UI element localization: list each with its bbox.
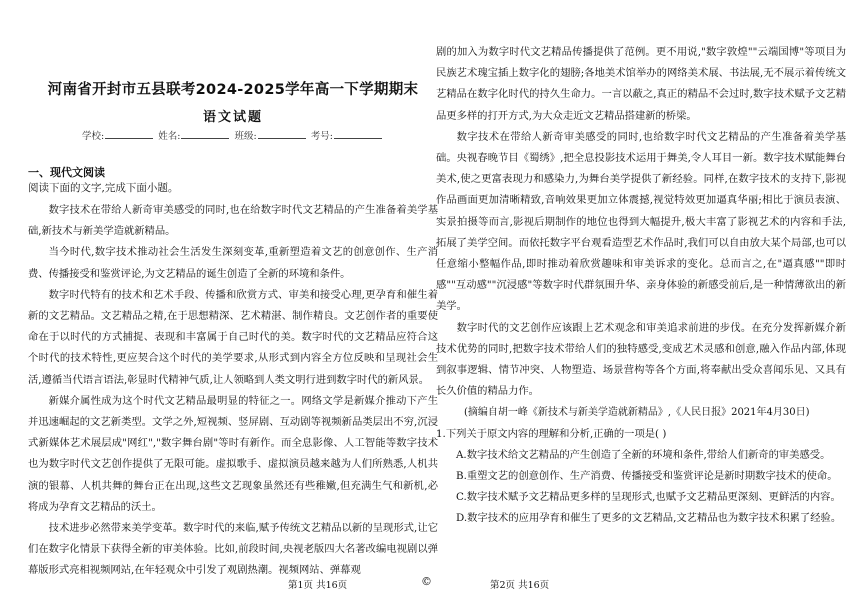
class-blank[interactable] — [258, 129, 306, 139]
student-info-line — [28, 128, 438, 142]
passage-paragraph: 数字技术在带给人新奇审美感受的同时,也给数字时代文艺精品的产生准备着美学基础。央视春晚节目《蜀绣》,把全息投影技术运用于舞美,令人耳目一新。数字技术赋能舞台美术,使之更富表现力和感染力,为舞台美学提供了新经验。同样,在数字技术的支持下,影视作品画面更加清晰精致,音响效果更加立体震撼,视觉特效更加逼真华丽;相比于演员表演、实景拍摄等而言,影视后期制作的地位也得到大幅提升,极大丰富了影视艺术的内容和手法,拓展了美学空间。而依托数字平台观看造型艺术作品时,我们可以自由放大某个局部,也可以任意缩小整幅作品,即时推动着欣赏趣味和审美诉求的变化。总而言之,在"逼真感""即时感""互动感""沉浸感"等数字时代群氛围升华、亲身体验的新感受前后,是一种情薄欲出的新美学。 — [436, 130, 846, 313]
passage-paragraph: 数字时代的文艺创作应该跟上艺术观念和审美追求前进的步伐。在充分发挥新媒介新技术优势的同时,把数字技术带给人们的独特感受,变成艺术灵感和创意,融入作品内部,体现到叙事逻辑、情节冲突、人物塑造、场景营构等各个方面,将奉献出受众喜闻乐见、又具有长久价值的精品力作。 — [436, 321, 846, 398]
exam-no-blank[interactable] — [334, 129, 382, 139]
passage-paragraph: 剧的加入为数字时代文艺精品传播提供了范例。更不用说,"数字敦煌""云端国博"等项目为民族艺术瑰宝插上数字化的翅膀;各地美术馆举办的网络美术展、书法展,无不展示着传统文艺精品在数字化时代的持久生命力。一言以蔽之,真正的精品不会过时,数字技术赋予文艺精品更多样的打开方式,为大众走近文艺精品搭建新的桥梁。 — [436, 46, 846, 122]
copyright-mark: © — [421, 575, 432, 588]
name-blank[interactable] — [181, 129, 229, 139]
exam-no-label: 考号: — [310, 131, 333, 142]
option-c[interactable]: C.数字技术赋予文艺精品更多样的呈现形式,也赋予文艺精品更深刻、更鲜活的内容。 — [456, 491, 841, 504]
passage-paragraph: 数字时代特有的技术和艺术手段、传播和欣赏方式、审美和接受心理,更孕育和催生着新的文艺精品。文艺精品之精,在于思想精深、艺术精湛、制作精良。文艺创作者的重要使命在于以时代的方式捕捉、表现和丰富属于自己时代的美。数字时代的文艺精品应符合这个时代的技术特性,更应契合这个时代的美学要求,从形式到内容全方位反映和呈现社会生活,遵循当代语言语法,彰显时代精神气质,让人领略到人类文明行进到数字时代的新风景。 — [28, 288, 438, 386]
passage-right — [436, 42, 846, 530]
passage-source: (摘编自胡一峰《新技术与新美学造就新精品》,《人民日报》2021年4月30日) — [464, 407, 810, 419]
passage-paragraph: 技术进步必然带来美学变革。数字时代的来临,赋予传统文艺精品以新的呈现形式,让它们在数字化情景下获得全新的审美体验。比如,前段时间,央视老版四大名著改编电视剧以弹幕版形式亮相视频网站,在年轻观众中引发了观剧热潮。视频网站、弹幕观 — [28, 522, 438, 577]
question-stem: 1.下列关于原文内容的理解和分析,正确的一项是( ) — [436, 427, 667, 440]
page-footer-left: 第1页 共16页 — [288, 580, 348, 591]
name-label: 姓名: — [158, 131, 181, 142]
section-heading: 一、现代文阅读 — [28, 166, 105, 179]
option-a[interactable]: A.数字技术给文艺精品的产生创造了全新的环境和条件,带给人们新奇的审美感受。 — [456, 448, 831, 461]
class-label: 班级: — [234, 131, 257, 142]
exam-title: 河南省开封市五县联考2024-2025学年高一下学期期末 — [47, 82, 419, 98]
school-label: 学校: — [82, 131, 105, 142]
passage-paragraph: 当今时代,数字技术推动社会生活发生深刻变革,重新塑造着文艺的创意创作、生产消费、传播接受和鉴赏评论,为文艺精品的诞生创造了全新的环境和条件。 — [28, 246, 438, 280]
passage-left — [28, 200, 438, 582]
option-d[interactable]: D.数字技术的应用孕育和催生了更多的文艺精品,文艺精品也为数字技术积累了经验。 — [456, 512, 842, 525]
exam-subtitle: 语文试题 — [202, 110, 263, 125]
page-footer-right: 第2页 共16页 — [490, 580, 550, 591]
passage-paragraph: 数字技术在带给人新奇审美感受的同时,也在给数字时代文艺精品的产生准备着美学基础,新技术与新美学造就新精品。 — [28, 204, 438, 238]
passage-paragraph: 新媒介属性成为这个时代文艺精品最明显的特征之一。网络文学是新媒介推动下产生并迅速崛起的文艺新类型。文学之外,短视频、竖屏剧、互动剧等视频新品类层出不穷,沉浸式新媒体艺术展层成"网红","数字舞台剧"等时有新作。而全息影像、人工智能等数字技术也为数字时代文艺创作提供了无限可能。虚拟歌手、虚拟演员越来越为人们所熟悉,人机共演的银幕、人机共舞的舞台正在出现,这些文艺现象虽然还有些稚嫩,但充满生气和新机,必将成为孕育文艺精品的沃土。 — [28, 394, 438, 513]
right-page — [436, 0, 846, 607]
option-b[interactable]: B.重塑文艺的创意创作、生产消费、传播接受和鉴赏评论是新时期数字技术的使命。 — [456, 470, 838, 483]
left-page — [28, 0, 438, 607]
reading-instruction: 阅读下面的文字,完成下面小题。 — [28, 182, 179, 194]
school-blank[interactable] — [105, 129, 153, 139]
